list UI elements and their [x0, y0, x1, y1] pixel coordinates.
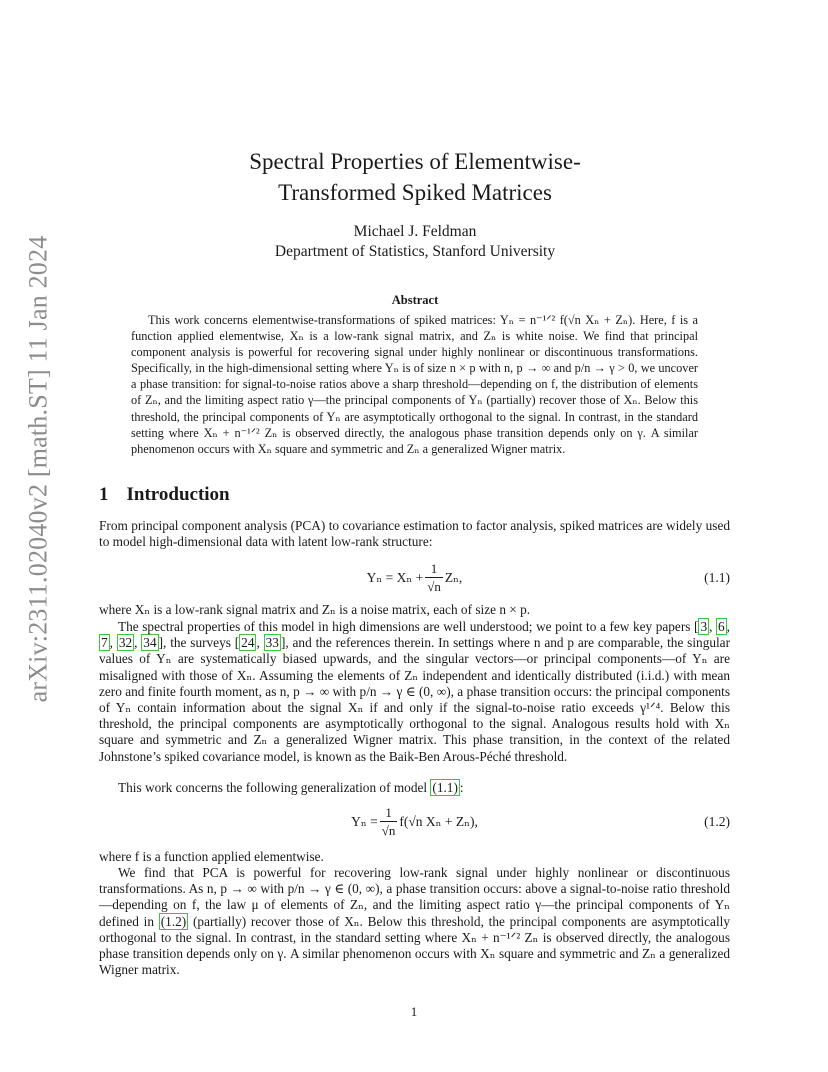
intro-paragraph-3: The spectral properties of this model in high dimensions are well understood; we point to a few key papers [ 3 , 6 , 7 , 32 , 34 ], the surveys [ 24 , 33 ], and the references therein. In settings where n and p are comparable, the singular values of Yₙ are systematically biased upwards, and the singular vectors—or principal components—of Yₙ are misaligned with those of Xₙ. Assuming the elements of Zₙ independent and identically distributed (i.i.d.) with mean zero and finite fourth moment, as n, p → ∞ with p/n → γ ∈ (0, ∞), a phase transition occurs: the principal components of Yₙ contain information about the signal Xₙ if and only if the signal-to-noise ratio exceeds γ¹ᐟ⁴. Below this threshold, the principal components are asymptotically orthogonal to the signal. Analogous results hold with Xₙ square and symmetric and Zₙ a generalized Wigner matrix. This phase transition, in the context of the related Johnstone’s spiked covariance model, is known as the Baik-Ben Arous-Péché threshold. — [99, 619, 731, 764]
citation-link[interactable]: 24 — [241, 635, 255, 651]
page-number: 1 — [410, 1004, 418, 1019]
citation-link[interactable]: 33 — [265, 635, 279, 651]
section-number: 1 — [99, 484, 109, 505]
title-line-1: Spectral Properties of Elementwise- — [249, 149, 581, 174]
eq1-numerator: 1 — [430, 561, 438, 576]
eq2-tail: f(√n Xₙ + Zₙ), — [399, 813, 478, 829]
eq1-fraction — [425, 562, 443, 593]
citation-link[interactable]: 3 — [700, 619, 708, 634]
intro-paragraph-1: From principal component analysis (PCA) to covariance estimation to factor analysis, spiked matrices are widely used to model high-dimensional data with latent low-rank structure: — [99, 518, 730, 550]
abstract-heading: Abstract — [391, 293, 439, 307]
eq2-numerator: 1 — [385, 805, 392, 820]
para3-text-b: , the surveys — [163, 635, 235, 651]
abstract-text: This work concerns elementwise-transformations of spiked matrices: Yₙ = n⁻¹ᐟ² f(√n Xₙ + Zₙ). Here, f is a function applied elementwise, Xₙ is a low-rank signal matrix, and Zₙ is white noise. We find that principal component analysis is powerful for recovering signal under highly nonlinear or discontinuous transformations. Specifically, in the high-dimensional setting where Yₙ is of size n × p with n, p → ∞ and p/n → γ > 0, we uncover a phase transition: for signal-to-noise ratios above a sharp threshold—depending on f, the distribution of elements of Zₙ, and the limiting aspect ratio γ—the principal components of Yₙ (partially) recover those of Xₙ. Below this threshold, the principal components of Yₙ are asymptotically orthogonal to the signal. In contrast, in the standard setting where Xₙ + n⁻¹ᐟ² Zₙ is observed directly, the analogous phase transition depends only on γ. A similar phenomenon occurs with Xₙ square and symmetric and Zₙ a generalized Wigner matrix. — [131, 313, 698, 456]
section-title: Introduction — [126, 484, 230, 505]
eq1-lhs: Yₙ = Xₙ + — [366, 569, 424, 585]
arxiv-sidebar-stamp — [18, 235, 58, 703]
intro-paragraph-2: where Xₙ is a low-rank signal matrix and Zₙ is a noise matrix, each of size n × p. — [99, 602, 531, 617]
title-line-2: Transformed Spiked Matrices — [278, 180, 552, 205]
paper-title — [150, 146, 680, 208]
arxiv-id: arXiv:2311.02040v2 [math.ST] 11 Jan 2024 — [23, 235, 53, 703]
eq1-tail: Zₙ, — [444, 569, 463, 585]
para4-text-b: : — [459, 780, 464, 795]
intro-paragraph-4 — [99, 780, 730, 796]
equation-ref-link[interactable]: (1.1) — [432, 780, 458, 795]
equation-1-1 — [99, 562, 730, 593]
citation-link[interactable]: 34 — [143, 635, 157, 651]
para3-text-c: , and the references therein. In settings where n and p are comparable, the singular values of Yₙ are systematically biased upwards, and the singular vectors—or principal components—of Yₙ are misaligned with those of Xₙ. Assuming the elements of Zₙ independent and identically distributed (i.i.d.) with mean zero and finite fourth moment, as n, p → ∞ with p/n → γ ∈ (0, ∞), a phase transition occurs: the principal components of Yₙ contain information about the signal Xₙ if and only if the signal-to-noise ratio exceeds γ¹ᐟ⁴. Below this threshold, the principal components are asymptotically orthogonal to the signal. Analogous results hold with Xₙ square and symmetric and Zₙ a generalized Wigner matrix. This phase transition, in the context of the related Johnstone’s spiked covariance model, is known as the Baik-Ben Arous-Péché threshold. — [99, 635, 731, 764]
para4-text-a: This work concerns the following generalization of model — [118, 780, 431, 795]
intro-paragraph-5: where f is a function applied elementwise. — [99, 849, 324, 864]
citation-link[interactable]: 7 — [101, 635, 108, 651]
author-name: Michael J. Feldman — [353, 223, 477, 240]
equation-1-2 — [99, 806, 730, 837]
intro-paragraph-6 — [99, 865, 730, 978]
eq1-denominator: √n — [427, 579, 441, 594]
equation-ref-link[interactable]: (1.2) — [160, 913, 187, 929]
eq1-label: (1.1) — [704, 569, 730, 585]
section-heading — [99, 483, 230, 507]
citation-link[interactable]: 32 — [118, 635, 133, 651]
para6-text-b: (partially) recover those of Xₙ. Below this threshold, the principal components are asymptotically orthogonal to the signal. In contrast, in the standard setting where Xₙ + n⁻¹ᐟ² Zₙ is observed directly, the analogous phase transition depends only on γ. A similar phenomenon occurs with Xₙ square and symmetric and Zₙ a generalized Wigner matrix. — [99, 913, 730, 978]
para6-text-a: We find that PCA is powerful for recovering low-rank signal under highly nonlinear or discontinuous transformations. As n, p → ∞ with p/n → γ ∈ (0, ∞), a phase transition occurs: above a signal-to-noise ratio threshold—depending on f, the law μ of elements of Zₙ, and the limiting aspect ratio γ—the principal components of Yₙ defined in — [99, 865, 730, 929]
eq2-label: (1.2) — [704, 813, 730, 829]
eq2-fraction — [380, 806, 398, 837]
para3-text-a: The spectral properties of this model in high dimensions are well understood; we point to a few key papers — [118, 619, 695, 634]
eq2-lhs: Yₙ = — [351, 813, 378, 829]
eq2-denominator: √n — [381, 823, 396, 838]
author-affiliation: Department of Statistics, Stanford University — [274, 243, 556, 260]
citation-link[interactable]: 6 — [718, 619, 725, 634]
